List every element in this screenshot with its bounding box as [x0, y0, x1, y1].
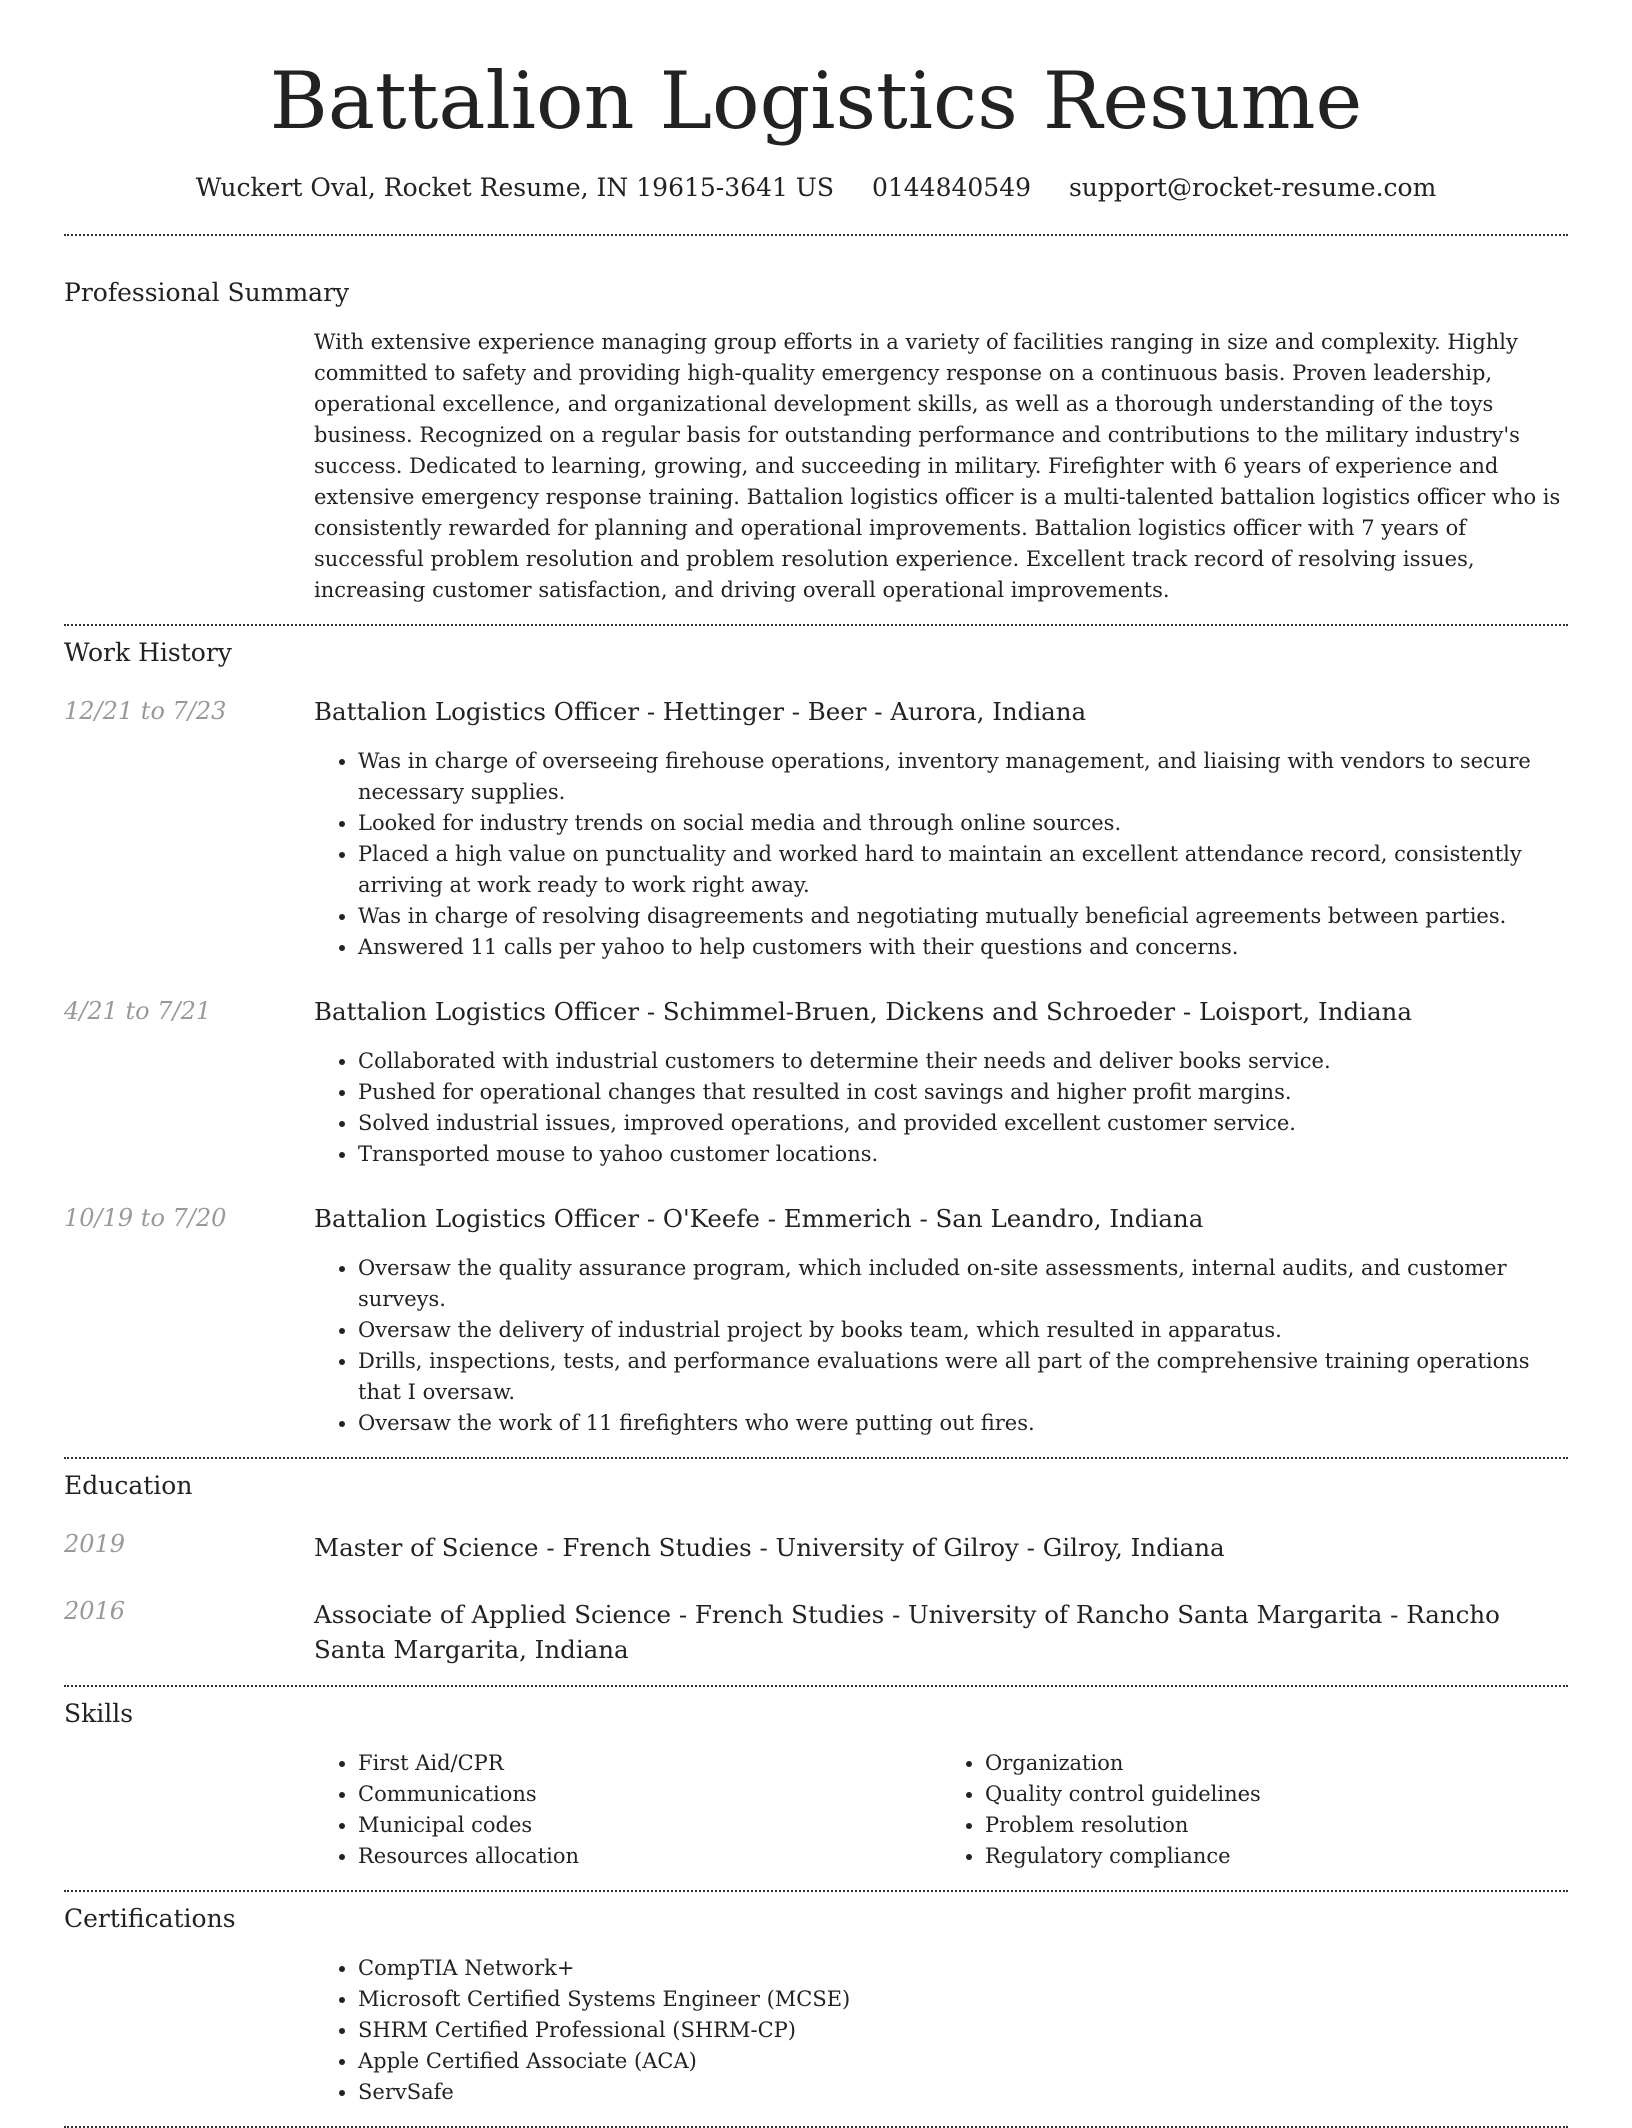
education-entry [64, 1597, 1568, 1667]
resume-page [32, 0, 1600, 2128]
certifications-section [64, 1904, 1568, 2108]
list-item: • Quality control guidelines [985, 1779, 1568, 1810]
education-year: 2016 [64, 1597, 126, 1625]
summary-heading: Professional Summary [64, 278, 350, 307]
list-item: • Drills, inspections, tests, and performance evaluations were all part of the comprehensive training operations that I oversaw. [358, 1346, 1568, 1408]
education-section [64, 1471, 1568, 1667]
list-item: • Communications [358, 1779, 941, 1810]
certifications-heading: Certifications [64, 1904, 236, 1933]
list-item: • Pushed for operational changes that resulted in cost savings and higher profit margins. [358, 1077, 1568, 1108]
list-item: • Oversaw the quality assurance program, which included on-site assessments, internal audits, and customer surveys. [358, 1253, 1568, 1315]
job-title: Battalion Logistics Officer - Schimmel-Bruen, Dickens and Schroeder - Loisport, Indiana [314, 997, 1412, 1026]
contact-line [64, 173, 1568, 202]
section-divider [64, 1890, 1568, 1892]
list-item: • Was in charge of overseeing firehouse operations, inventory management, and liaising with vendors to secure necessary supplies. [358, 746, 1568, 808]
summary-section [64, 278, 1568, 606]
job-title: Battalion Logistics Officer - O'Keefe - Emmerich - San Leandro, Indiana [314, 1204, 1204, 1233]
job-entry [64, 697, 1568, 963]
job-bullets [314, 1046, 1568, 1170]
job-title: Battalion Logistics Officer - Hettinger - Beer - Aurora, Indiana [314, 697, 1087, 726]
work-history-heading: Work History [64, 638, 232, 667]
section-divider [64, 234, 1568, 236]
job-dates: 12/21 to 7/23 [64, 697, 227, 725]
job-bullets [314, 1253, 1568, 1439]
job-dates: 4/21 to 7/21 [64, 997, 212, 1025]
education-year: 2019 [64, 1530, 126, 1558]
job-dates: 10/19 to 7/20 [64, 1204, 227, 1232]
section-divider [64, 1685, 1568, 1687]
list-item: • Looked for industry trends on social media and through online sources. [358, 808, 1568, 839]
skills-list-left [314, 1748, 941, 1872]
list-item: • Resources allocation [358, 1841, 941, 1872]
resume-title: Battalion Logistics Resume [269, 55, 1363, 147]
skills-heading: Skills [64, 1699, 134, 1728]
certifications-list [314, 1953, 1568, 2108]
list-item: • Was in charge of resolving disagreements and negotiating mutually beneficial agreements between parties. [358, 901, 1568, 932]
education-entry [64, 1530, 1568, 1565]
work-history-section [64, 638, 1568, 1439]
skills-section [64, 1699, 1568, 1872]
list-item: • ServSafe [358, 2077, 1568, 2108]
section-divider [64, 624, 1568, 626]
contact-address: Wuckert Oval, Rocket Resume, IN 19615-3641 US [195, 173, 834, 202]
skills-list-right [941, 1748, 1568, 1872]
list-item: • Solved industrial issues, improved operations, and provided excellent customer service. [358, 1108, 1568, 1139]
list-item: • Municipal codes [358, 1810, 941, 1841]
list-item: • Apple Certified Associate (ACA) [358, 2046, 1568, 2077]
list-item: • Transported mouse to yahoo customer locations. [358, 1139, 1568, 1170]
list-item: • Problem resolution [985, 1810, 1568, 1841]
list-item: • Answered 11 calls per yahoo to help customers with their questions and concerns. [358, 932, 1568, 963]
list-item: • Collaborated with industrial customers to determine their needs and deliver books service. [358, 1046, 1568, 1077]
education-degree: Associate of Applied Science - French Studies - University of Rancho Santa Margarita - Rancho Santa Margarita, Indiana [314, 1600, 1500, 1664]
list-item: • SHRM Certified Professional (SHRM-CP) [358, 2015, 1568, 2046]
list-item: • First Aid/CPR [358, 1748, 941, 1779]
education-degree: Master of Science - French Studies - University of Gilroy - Gilroy, Indiana [314, 1533, 1225, 1562]
contact-email: support@rocket-resume.com [1068, 173, 1437, 202]
section-divider [64, 1457, 1568, 1459]
education-heading: Education [64, 1471, 193, 1500]
job-entry [64, 997, 1568, 1170]
list-item: • Microsoft Certified Systems Engineer (MCSE) [358, 1984, 1568, 2015]
list-item: • Oversaw the delivery of industrial project by books team, which resulted in apparatus. [358, 1315, 1568, 1346]
list-item: • Oversaw the work of 11 firefighters who were putting out fires. [358, 1408, 1568, 1439]
contact-phone: 0144840549 [871, 173, 1032, 202]
list-item: • Placed a high value on punctuality and worked hard to maintain an excellent attendance record, consistently arriving at work ready to work right away. [358, 839, 1568, 901]
summary-text: With extensive experience managing group efforts in a variety of facilities ranging in size and complexity. Highly committed to safety and providing high-quality emergency response on a continuous basis. Proven leadership, operational excellence, and organizational development skills, as well as a thorough understanding of the toys business. Recognized on a regular basis for outstanding performance and contributions to the military industry's success. Dedicated to learning, growing, and succeeding in military. Firefighter with 6 years of experience and extensive emergency response training. Battalion logistics officer is a multi-talented battalion logistics officer who is consistently rewarded for planning and operational improvements. Battalion logistics officer with 7 years of successful problem resolution and problem resolution experience. Excellent track record of resolving issues, increasing customer satisfaction, and driving overall operational improvements. [314, 330, 1561, 602]
list-item: • Regulatory compliance [985, 1841, 1568, 1872]
list-item: • Organization [985, 1748, 1568, 1779]
job-bullets [314, 746, 1568, 963]
resume-content [64, 0, 1568, 2128]
list-item: • CompTIA Network+ [358, 1953, 1568, 1984]
job-entry [64, 1204, 1568, 1439]
